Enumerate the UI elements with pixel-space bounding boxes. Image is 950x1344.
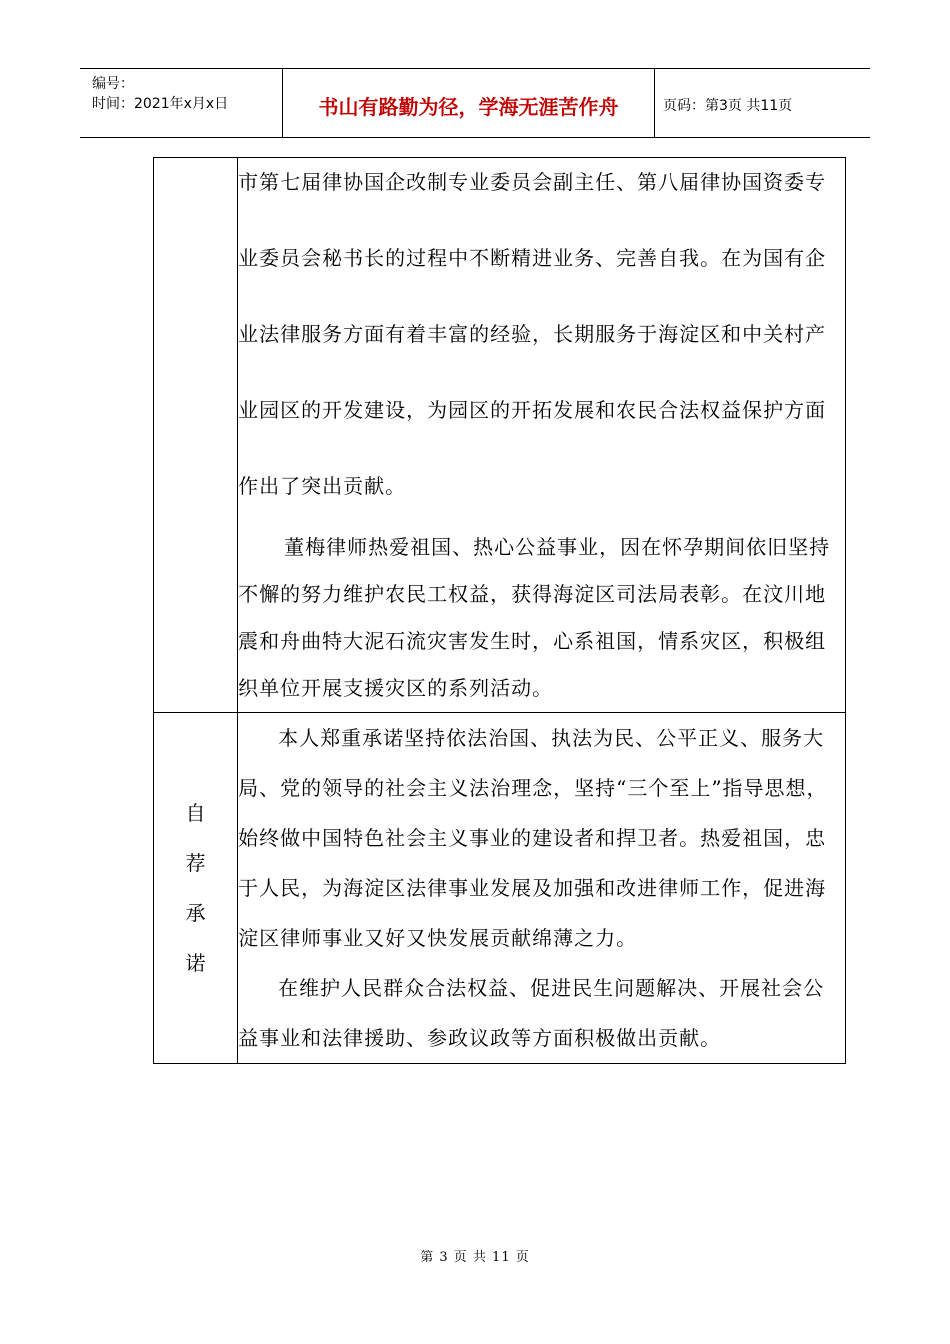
table-row [154, 158, 846, 713]
page-footer: 第 3 页 共 11 页 [420, 1250, 530, 1265]
row-content-biography [238, 158, 846, 713]
public-welfare-paragraph: 董梅律师热爱祖国、热心公益事业，因在怀孕期间依旧坚持不懈的努力维护农民工权益，获得海淀区司法局表彰。在汶川地震和舟曲特大泥石流灾害发生时，心系祖国，情系灾区，积极组织单位开展支援灾区的系列活动。 [238, 535, 831, 700]
row-label-empty [154, 158, 238, 713]
document-table [153, 157, 846, 1064]
header-motto: 书山有路勤为径，学海无涯苦作舟 [282, 69, 655, 137]
pledge-label: 自荐承诺 [185, 801, 206, 975]
contribution-paragraph: 在维护人民群众合法权益、促进民生问题解决、开展社会公益事业和法律援助、参政议政等方面积极做出贡献。 [238, 976, 825, 1050]
table-row [154, 713, 846, 1064]
row-label-pledge [154, 713, 238, 1064]
page-header [80, 68, 870, 138]
serial-label: 编号： [92, 76, 134, 92]
biography-paragraph: 市第七届律协国企改制专业委员会副主任、第八届律协国资委专业委员会秘书长的过程中不断精进业务、完善自我。在为国有企业法律服务方面有着丰富的经验，长期服务于海淀区和中关村产业园区的开发建设，为园区的开拓发展和农民合法权益保护方面作出了突出贡献。 [238, 170, 827, 498]
time-label: 时间：2021年x月x日 [92, 96, 229, 112]
row-content-pledge [238, 713, 846, 1064]
header-page-info: 页码：第3页 共11页 [663, 98, 793, 114]
pledge-paragraph: 本人郑重承诺坚持依法治国、执法为民、公平正义、服务大局、党的领导的社会主义法治理念，坚持“三个至上”指导思想，始终做中国特色社会主义事业的建设者和捍卫者。热爱祖国，忠于人民，为海淀区法律事业发展及加强和改进律师工作，促进海淀区律师事业又好又快发展贡献绵薄之力。 [238, 726, 828, 950]
header-meta [80, 69, 282, 137]
